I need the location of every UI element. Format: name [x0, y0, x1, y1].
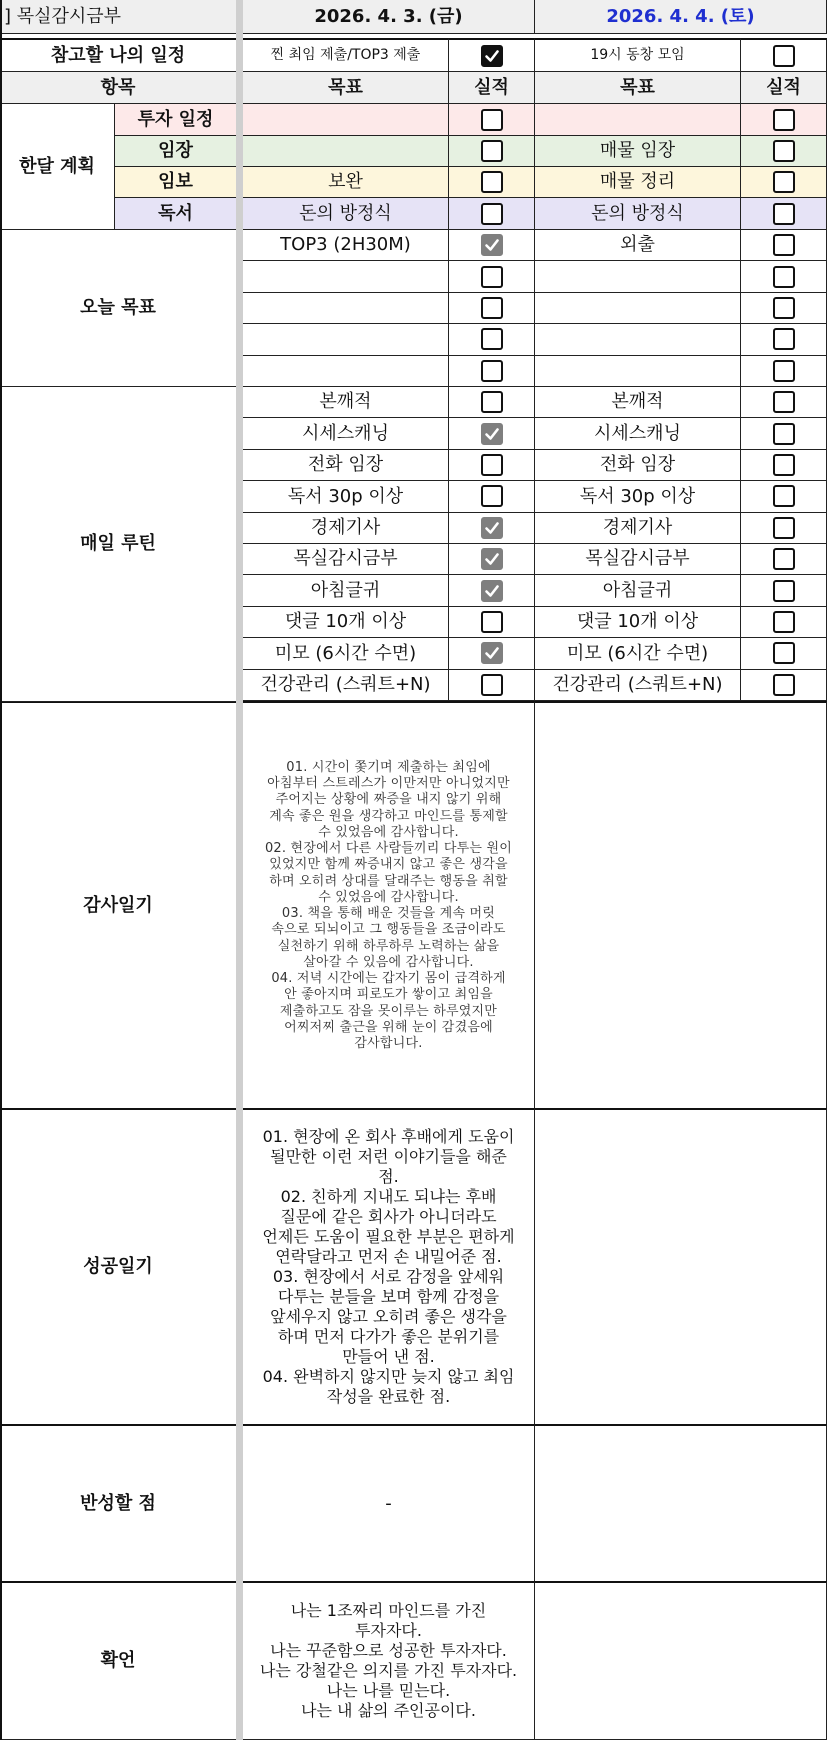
- routine-checkbox-day2-cell: [741, 638, 827, 669]
- routine-checkbox-day2[interactable]: [773, 454, 795, 476]
- today-checkbox-day2-cell: [741, 356, 827, 387]
- routine-checkbox-day2[interactable]: [773, 580, 795, 602]
- today-goal-day1-cell: [243, 230, 449, 261]
- month-checkbox-day2-cell: [741, 167, 827, 198]
- today-goal-day2-cell: [535, 324, 741, 355]
- month-checkbox-day2-cell: [741, 104, 827, 136]
- header-result-label: 실적: [474, 76, 509, 98]
- routine-checkbox-day1-cell: [449, 418, 535, 449]
- today-checkbox-day1-cell: [449, 324, 535, 355]
- gratitude-label: 감사일기: [83, 895, 153, 917]
- routine-item-day1-cell: [243, 607, 449, 638]
- month-checkbox-day1-cell: [449, 136, 535, 167]
- routine-checkbox-day2-cell: [741, 418, 827, 449]
- month-row-name: 임보: [158, 171, 193, 193]
- today-checkbox-day1[interactable]: [481, 328, 503, 350]
- date-day1: 2026. 4. 3. (금): [314, 5, 463, 27]
- month-row-name: 독서: [158, 202, 193, 224]
- routine-item-day2: 본깨적: [611, 391, 664, 413]
- reflection-label: 반성할 점: [80, 1492, 156, 1514]
- today-goal-day1-cell: [243, 356, 449, 387]
- today-checkbox-day2-cell: [741, 261, 827, 292]
- success-label-cell: [0, 1108, 237, 1425]
- month-goal-day1-cell: [243, 104, 449, 136]
- routine-checkbox-day2[interactable]: [773, 642, 795, 664]
- today-checkbox-day1[interactable]: [481, 297, 503, 319]
- date-header-day1: [243, 0, 535, 34]
- today-checkbox-day2-cell: [741, 324, 827, 355]
- routine-checkbox-day2-cell: [741, 607, 827, 638]
- month-checkbox-day1-cell: [449, 167, 535, 198]
- month-goal-day1-cell: [243, 136, 449, 167]
- routine-item-day2-cell: [535, 387, 741, 418]
- routine-item-day1: 댓글 10개 이상: [284, 611, 407, 633]
- today-checkbox-day2-cell: [741, 230, 827, 261]
- routine-label-cell: [0, 387, 237, 702]
- routine-checkbox-day1[interactable]: [481, 423, 503, 445]
- routine-item-day1: 경제기사: [310, 516, 381, 538]
- routine-checkbox-day1-cell: [449, 575, 535, 606]
- month-goal-day2[interactable]: 돈의 방정식: [591, 202, 684, 224]
- reflection-label-cell: [0, 1424, 237, 1582]
- header-goal-label: 목표: [328, 76, 363, 98]
- routine-item-day2-cell: [535, 450, 741, 481]
- affirmation-label: 확언: [100, 1650, 136, 1672]
- month-row-name: 투자 일정: [137, 108, 214, 130]
- routine-item-day1-cell: [243, 544, 449, 575]
- routine-item-day2-cell: [535, 513, 741, 544]
- gratitude-day1-text: 01. 시간이 쫓기며 제출하는 최임에 아침부터 스트레스가 이만저만 아니었지만 주어지는 상황에 짜증을 내지 않기 위해 계속 좋은 원을 생각하고 마인드를 통제할 수 있었음에 감사합니다. 02. 현장에서 다른 사람들끼리 다투는 원이 있었지만 함께 짜증내지 않고 좋은 생각을 하며 오히려 상대를 달래주는 행동을 취할 수 있었음에 감사합니다. 03. 책을 통해 배운 것들을 계속 머릿 속으로 되뇌이고 그 행동들을 조금이라도 실천하기 위해 하루하루 노력하는 삶을 살아갈 수 있음에 감사합니다. 04. 저녁 시간에는 갑자기 몸이 급격하게 안 좋아지며 피로도가 쌓이고 최임을 제출하고도 잠을 못이루는 하루였지만 어찌저찌 출근을 위해 눈이 감겼음에 감사합니다.: [264, 759, 513, 1051]
- header-goal-label: 목표: [620, 76, 655, 98]
- routine-item-day1: 전화 임장: [307, 454, 384, 476]
- month-plan-label-cell: [0, 104, 115, 230]
- today-goal-day2-cell: [535, 293, 741, 324]
- month-goal-day1-cell: [243, 167, 449, 198]
- header-result-label: 실적: [766, 76, 801, 98]
- month-plan-label: 한달 계획: [19, 155, 95, 177]
- routine-item-day1-cell: [243, 670, 449, 701]
- header-item: 항목: [100, 76, 136, 98]
- ref-schedule-label: 참고할 나의 일정: [50, 44, 186, 66]
- month-row-name: 임장: [158, 140, 193, 162]
- reflection-day2-cell[interactable]: [535, 1424, 827, 1582]
- today-checkbox-day1-cell: [449, 261, 535, 292]
- today-checkbox-day1-cell: [449, 356, 535, 387]
- checkmark-icon: [484, 426, 500, 442]
- month-goal-day2-cell: [535, 198, 741, 230]
- gratitude-label-cell: [0, 701, 237, 1110]
- routine-item-day2-cell: [535, 575, 741, 606]
- routine-checkbox-day1-cell: [449, 544, 535, 575]
- month-row-name-cell: [115, 167, 237, 198]
- today-checkbox-day1[interactable]: [481, 360, 503, 382]
- routine-item-day1: 시세스캐닝: [302, 422, 389, 444]
- routine-checkbox-day1-cell: [449, 638, 535, 669]
- header-result-day1: [449, 72, 535, 104]
- checkmark-icon: [484, 551, 500, 567]
- success-day1-cell[interactable]: [243, 1108, 535, 1425]
- routine-checkbox-day1-cell: [449, 450, 535, 481]
- routine-checkbox-day2[interactable]: [773, 517, 795, 539]
- routine-item-day1: 아침글귀: [310, 579, 381, 601]
- today-checkbox-day2[interactable]: [773, 234, 795, 256]
- today-checkbox-day1[interactable]: [481, 234, 503, 256]
- gratitude-day1-cell[interactable]: [243, 701, 535, 1110]
- header-result-day2: [741, 72, 827, 104]
- routine-checkbox-day2-cell: [741, 387, 827, 418]
- routine-checkbox-day1[interactable]: [481, 642, 503, 664]
- routine-checkbox-day1-cell: [449, 607, 535, 638]
- checkmark-icon: [484, 520, 500, 536]
- routine-item-day2-cell: [535, 607, 741, 638]
- month-checkbox-day1-cell: [449, 198, 535, 230]
- routine-checkbox-day1[interactable]: [481, 485, 503, 507]
- month-goal-day2[interactable]: 매물 임장: [599, 140, 676, 162]
- ref-schedule-day1-cell: [243, 38, 449, 72]
- routine-item-day2-cell: [535, 670, 741, 701]
- routine-item-day2: 아침글귀: [602, 579, 673, 601]
- date-header-day2: [535, 0, 827, 34]
- month-goal-day2[interactable]: 매물 정리: [599, 171, 676, 193]
- routine-checkbox-day2[interactable]: [773, 611, 795, 633]
- sheet-title: ] 목실감시금부: [4, 5, 122, 27]
- routine-item-day2-cell: [535, 481, 741, 512]
- today-goal-day2-cell: [535, 261, 741, 292]
- routine-item-day1-cell: [243, 638, 449, 669]
- date-day2: 2026. 4. 4. (토): [606, 5, 755, 27]
- month-checkbox-day2[interactable]: [773, 171, 795, 193]
- routine-label: 매일 루틴: [80, 533, 156, 555]
- routine-checkbox-day2-cell: [741, 670, 827, 701]
- ref-schedule-label-cell: [0, 38, 237, 72]
- routine-item-day1: 독서 30p 이상: [287, 485, 404, 507]
- checkmark-icon: [484, 583, 500, 599]
- ref-schedule-day1: 찐 최임 제출/TOP3 제출: [270, 47, 421, 64]
- routine-checkbox-day2[interactable]: [773, 391, 795, 413]
- routine-checkbox-day2-cell: [741, 450, 827, 481]
- routine-item-day2: 독서 30p 이상: [579, 485, 696, 507]
- routine-checkbox-day2-cell: [741, 575, 827, 606]
- month-row-name-cell: [115, 136, 237, 167]
- column-separator: [236, 0, 243, 1740]
- today-checkbox-day2[interactable]: [773, 266, 795, 288]
- month-goal-day1-cell: [243, 198, 449, 230]
- routine-checkbox-day1-cell: [449, 481, 535, 512]
- routine-item-day2: 목실감시금부: [585, 548, 690, 570]
- ref-checkbox-day2[interactable]: [773, 45, 795, 67]
- routine-item-day1-cell: [243, 481, 449, 512]
- routine-checkbox-day1[interactable]: [481, 454, 503, 476]
- month-checkbox-day1[interactable]: [481, 109, 503, 131]
- success-label: 성공일기: [83, 1256, 153, 1278]
- month-checkbox-day1[interactable]: [481, 140, 503, 162]
- routine-item-day2-cell: [535, 544, 741, 575]
- routine-checkbox-day1[interactable]: [481, 611, 503, 633]
- affirmation-day1-cell[interactable]: [243, 1581, 535, 1740]
- success-day1-text: 01. 현장에 온 회사 후배에게 도움이 될만한 이런 저런 이야기들을 해준 점. 02. 친하게 지내도 되냐는 후배 질문에 같은 회사가 아니더라도 언제든 도움이 필요한 부분은 편하게 연락달라고 먼저 손 내밀어준 점. 03. 현장에서 서로 감정을 앞세워 다투는 분들을 보며 함께 감정을 앞세우지 않고 오히려 좋은 생각을 하며 먼저 다가가 좋은 분위기를 만들어 낸 점. 04. 완벽하지 않지만 늦지 않고 최임 작성을 완료한 점.: [262, 1127, 515, 1406]
- routine-item-day2: 댓글 10개 이상: [576, 611, 699, 633]
- month-checkbox-day2[interactable]: [773, 109, 795, 131]
- routine-checkbox-day1-cell: [449, 513, 535, 544]
- routine-item-day2: 전화 임장: [599, 454, 676, 476]
- month-row-name-cell: [115, 104, 237, 136]
- today-goal-day2[interactable]: 외출: [620, 234, 655, 256]
- routine-item-day1-cell: [243, 450, 449, 481]
- today-goal-day1-cell: [243, 324, 449, 355]
- routine-checkbox-day1[interactable]: [481, 517, 503, 539]
- routine-checkbox-day1[interactable]: [481, 548, 503, 570]
- month-goal-day1[interactable]: 보완: [328, 171, 363, 193]
- routine-checkbox-day2[interactable]: [773, 674, 795, 696]
- month-checkbox-day1[interactable]: [481, 203, 503, 225]
- today-checkbox-day2-cell: [741, 293, 827, 324]
- gratitude-day2-cell[interactable]: [535, 701, 827, 1110]
- today-checkbox-day1-cell: [449, 293, 535, 324]
- routine-item-day1: 목실감시금부: [293, 548, 398, 570]
- routine-checkbox-day1[interactable]: [481, 580, 503, 602]
- today-checkbox-day2[interactable]: [773, 360, 795, 382]
- today-goal-day1-cell: [243, 293, 449, 324]
- affirmation-day2-cell[interactable]: [535, 1581, 827, 1740]
- today-checkbox-day1-cell: [449, 230, 535, 261]
- today-goal-label: 오늘 목표: [80, 297, 156, 319]
- routine-item-day2: 시세스캐닝: [594, 422, 681, 444]
- month-checkbox-day2[interactable]: [773, 203, 795, 225]
- ref-schedule-day2-cell: [535, 38, 741, 72]
- checkmark-icon: [484, 237, 500, 253]
- routine-item-day1: 본깨적: [319, 391, 372, 413]
- month-goal-day2-cell: [535, 167, 741, 198]
- month-goal-day2-cell: [535, 136, 741, 167]
- routine-item-day1-cell: [243, 513, 449, 544]
- today-checkbox-day2[interactable]: [773, 328, 795, 350]
- today-goal-label-cell: [0, 230, 237, 387]
- routine-item-day1: 건강관리 (스쿼트+N): [260, 673, 431, 695]
- left-border: [0, 0, 2, 1740]
- routine-item-day2: 경제기사: [602, 516, 673, 538]
- month-checkbox-day2-cell: [741, 198, 827, 230]
- today-goal-day1-cell: [243, 261, 449, 292]
- routine-item-day2: 미모 (6시간 수면): [566, 642, 709, 664]
- routine-checkbox-day2[interactable]: [773, 485, 795, 507]
- routine-checkbox-day2[interactable]: [773, 548, 795, 570]
- month-row-name-cell: [115, 198, 237, 230]
- routine-item-day2-cell: [535, 418, 741, 449]
- ref-schedule-day2: 19시 동창 모임: [590, 47, 685, 64]
- today-goal-day1[interactable]: TOP3 (2H30M): [280, 234, 411, 256]
- month-goal-day1[interactable]: 돈의 방정식: [299, 202, 392, 224]
- ref-check-day1-cell: [449, 38, 535, 72]
- affirmation-label-cell: [0, 1581, 237, 1740]
- success-day2-cell[interactable]: [535, 1108, 827, 1425]
- month-checkbox-day1[interactable]: [481, 171, 503, 193]
- routine-checkbox-day2[interactable]: [773, 423, 795, 445]
- checkmark-icon: [484, 48, 500, 64]
- month-goal-day2-cell: [535, 104, 741, 136]
- sheet-title-cell: [0, 0, 237, 34]
- routine-checkbox-day2-cell: [741, 481, 827, 512]
- routine-item-day2-cell: [535, 638, 741, 669]
- today-goal-day2-cell: [535, 356, 741, 387]
- affirmation-day1-text: 나는 1조짜리 마인드를 가진 투자자다. 나는 꾸준함으로 성공한 투자자다. 나는 강철같은 의지를 가진 투자자다. 나는 나를 믿는다. 나는 내 삶의 주인공이다.: [259, 1601, 518, 1720]
- routine-item-day2: 건강관리 (스쿼트+N): [552, 673, 723, 695]
- reflection-day1-text: -: [385, 1492, 392, 1514]
- routine-checkbox-day1[interactable]: [481, 391, 503, 413]
- header-goal-day1: [243, 72, 449, 104]
- month-checkbox-day2-cell: [741, 136, 827, 167]
- routine-checkbox-day1[interactable]: [481, 674, 503, 696]
- routine-checkbox-day1-cell: [449, 670, 535, 701]
- today-checkbox-day2[interactable]: [773, 297, 795, 319]
- routine-checkbox-day2-cell: [741, 513, 827, 544]
- routine-item-day1-cell: [243, 575, 449, 606]
- routine-item-day1: 미모 (6시간 수면): [274, 642, 417, 664]
- routine-item-day1-cell: [243, 387, 449, 418]
- month-checkbox-day1-cell: [449, 104, 535, 136]
- ref-check-day2-cell: [741, 38, 827, 72]
- today-checkbox-day1[interactable]: [481, 266, 503, 288]
- routine-checkbox-day2-cell: [741, 544, 827, 575]
- routine-item-day1-cell: [243, 418, 449, 449]
- today-goal-day2-cell: [535, 230, 741, 261]
- checkmark-icon: [484, 645, 500, 661]
- routine-checkbox-day1-cell: [449, 387, 535, 418]
- header-goal-day2: [535, 72, 741, 104]
- reflection-day1-cell[interactable]: [243, 1424, 535, 1582]
- month-checkbox-day2[interactable]: [773, 140, 795, 162]
- header-item-cell: [0, 72, 237, 104]
- ref-checkbox-day1[interactable]: [481, 45, 503, 67]
